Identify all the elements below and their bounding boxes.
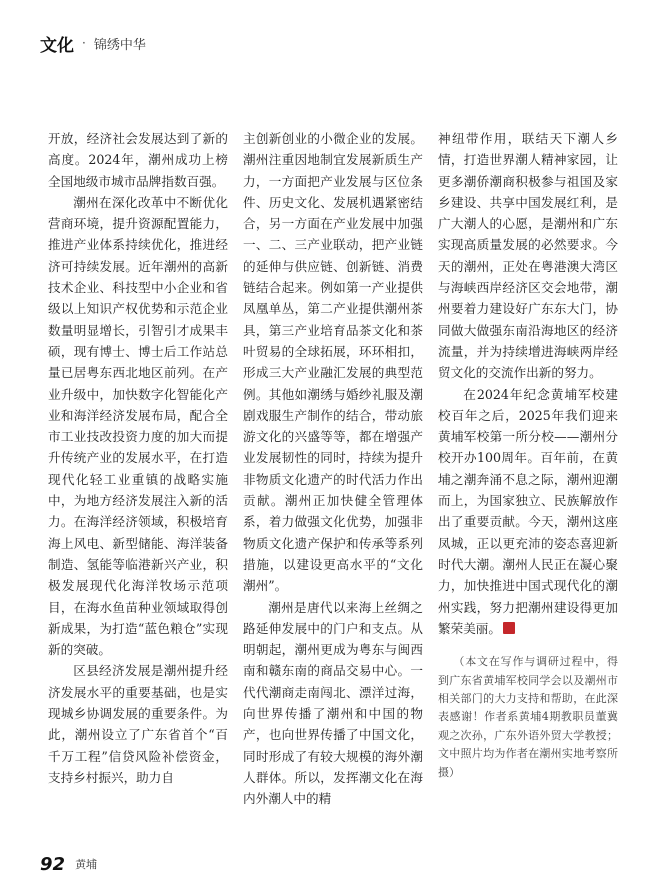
paragraph: 区县经济发展是潮州提升经济发展水平的重要基础，也是实现城乡协调发展的重要条件。为此，潮州设立了广东省首个“百千万工程”信贷风险补偿资金，支持乡村振兴，助力自 [48,663,228,785]
page-footer [40,852,97,876]
paragraph: 主创新创业的小微企业的发展。潮州注重因地制宜发展新质生产力，一方面把产业发展与区位条件、历史文化、发展机遇紧密结合，另一方面在产业发展中加强一、二、三产业联动，把产业链的延伸与供应链、创新链、消费链结合起来。例如第一产业提供凤凰单丛，第二产业提供潮州茶具，第三产业培育品茶文化和茶叶贸易的全球拓展，环环相扣，形成三大产业融汇发展的典型范例。其他如潮绣与婚纱礼服及潮剧戏服生产制作的结合，带动旅游文化的兴盛等等，都在增强产业发展韧性的同时，持续为提升非物质文化遗产的时代活力作出贡献。潮州正加快健全管理体系，着力做强文化优势，加强非物质文化遗产保护和传承等系列措施，以建设更高水平的“文化潮州”。 [243,131,423,594]
paragraph: 潮州在深化改革中不断优化营商环境，提升资源配置能力，推进产业体系持续优化，推进经济可持续发展。近年潮州的高新技术企业、科技型中小企业和省级以上知识产权优势和示范企业数量明显增长，引智引才成果丰硕，现有博士、博士后工作站总量已居粤东西北地区前列。在产业升级中，加快数字化智能化产业和海洋经济发展布局，配合全市工业技改投资力度的加大而提升传统产业的发展水平，在打造现代化轻工业重镇的战略实施中，为地方经济发展注入新的活力。在海洋经济领域，积极培育海上风电、新型储能、海洋装备制造、氢能等临港新兴产业，积极发展现代化海洋牧场示范项目，在海水鱼苗种业领域取得创新成果，为打造“蓝色粮仓”实现新的突破。 [48,194,228,658]
paragraph: 神纽带作用，联结天下潮人乡情，打造世界潮人精神家园，让更多潮侨潮商积极参与祖国及家乡建设、共享中国发展红利，是广大潮人的心愿，是潮州和广东实现高质量发展的必然要求。今天的潮州，正处在粤港澳大湾区与海峡西岸经济区交会地带，潮州要着力建设好广东东大门，协同做大做强东南沿海地区的经济流量，并为持续增进海峡两岸经贸文化的交流作出新的努力。 [438,131,618,381]
page-number: 92 [40,853,66,875]
text-column-1 [48,128,228,788]
magazine-name: 黄埔 [75,858,98,871]
header-separator: · [82,36,86,50]
section-title: 文化 [40,35,74,56]
article-end-icon [503,622,515,634]
author-note: （本文在写作与调研过程中，得到广东省黄埔军校同学会以及潮州市相关部门的大力支持和帮助，在此深表感谢！作者系黄埔4期教职员董冀观之次孙，广东外语外贸大学教授；文中照片均为作者在潮州实地考察所摄） [438,655,618,779]
text-column-3 [438,128,618,782]
paragraph: 开放，经济社会发展达到了新的高度。2024年，潮州成功上榜全国地级市城市品牌指数百强。 [48,131,228,189]
text-column-2 [243,128,423,810]
paragraph-text: 在2024年纪念黄埔军校建校百年之后，2025年我们迎来黄埔军校第一所分校——潮州分校开办100周年。百年前，在黄埔之潮奔涌不息之际，潮州迎潮而上，为国家独立、民族解放作出了重要贡献。今天，潮州这座凤城，正以更充沛的姿态喜迎新时代大潮。潮州人民正在凝心聚力，加快推进中国式现代化的潮州实践，努力把潮州建设得更加繁荣美丽。 [438,386,618,636]
paragraph-final [438,384,618,640]
section-subtitle: 锦绣中华 [93,37,146,53]
paragraph: 潮州是唐代以来海上丝绸之路延伸发展中的门户和支点。从明朝起，潮州更成为粤东与闽西南和赣东南的商品交易中心。一代代潮商走南闯北、漂洋过海，向世界传播了潮州和中国的物产，也向世界传播了中国文化，同时形成了有较大规模的海外潮人群体。所以，发挥潮文化在海内外潮人中的精 [243,599,423,807]
page-header [40,28,640,58]
